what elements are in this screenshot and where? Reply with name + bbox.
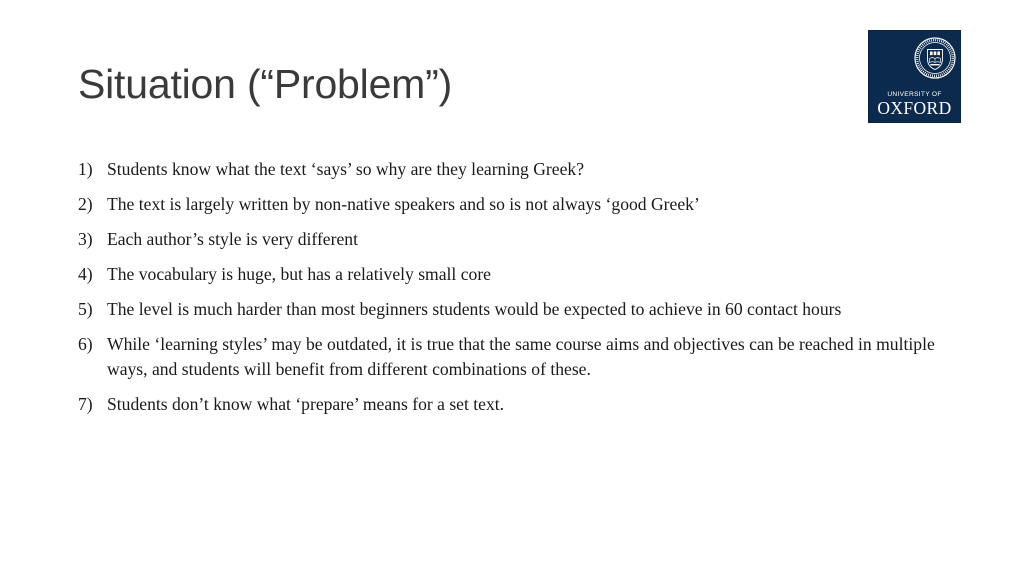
list-item-number: 1) (78, 159, 93, 179)
list-item (78, 332, 958, 382)
list-item (78, 192, 958, 217)
list-item (78, 157, 958, 182)
list-item-number: 3) (78, 229, 93, 249)
list-item-text: Students know what the text ‘says’ so why are they learning Greek? (107, 159, 585, 179)
list-item (78, 297, 958, 322)
list-item-text: The level is much harder than most beginners students would be expected to achieve in 60 contact hours (107, 299, 842, 319)
list-item (78, 227, 958, 252)
list-item-text: The vocabulary is huge, but has a relatively small core (107, 264, 491, 284)
list-item (78, 392, 958, 417)
problem-list (78, 157, 958, 427)
oxford-logo (868, 30, 961, 123)
list-item-text: While ‘learning styles’ may be outdated, it is true that the same course aims and objectives can be reached in multiple ways, and students will benefit from different combinations of these. (107, 334, 935, 379)
logo-university-of: UNIVERSITY OF (887, 91, 942, 98)
logo-oxford: OXFORD (877, 98, 952, 118)
list-item-number: 2) (78, 194, 93, 214)
list-item-text: Students don’t know what ‘prepare’ means for a set text. (107, 394, 505, 414)
list-item-number: 7) (78, 394, 93, 414)
list-item-text: The text is largely written by non-native speakers and so is not always ‘good Greek’ (107, 194, 700, 214)
list-item-number: 6) (78, 334, 93, 354)
list-item-number: 4) (78, 264, 93, 284)
list-item-number: 5) (78, 299, 93, 319)
list-item (78, 262, 958, 287)
list-item-text: Each author’s style is very different (107, 229, 358, 249)
slide-title: Situation (“Problem”) (78, 61, 453, 107)
